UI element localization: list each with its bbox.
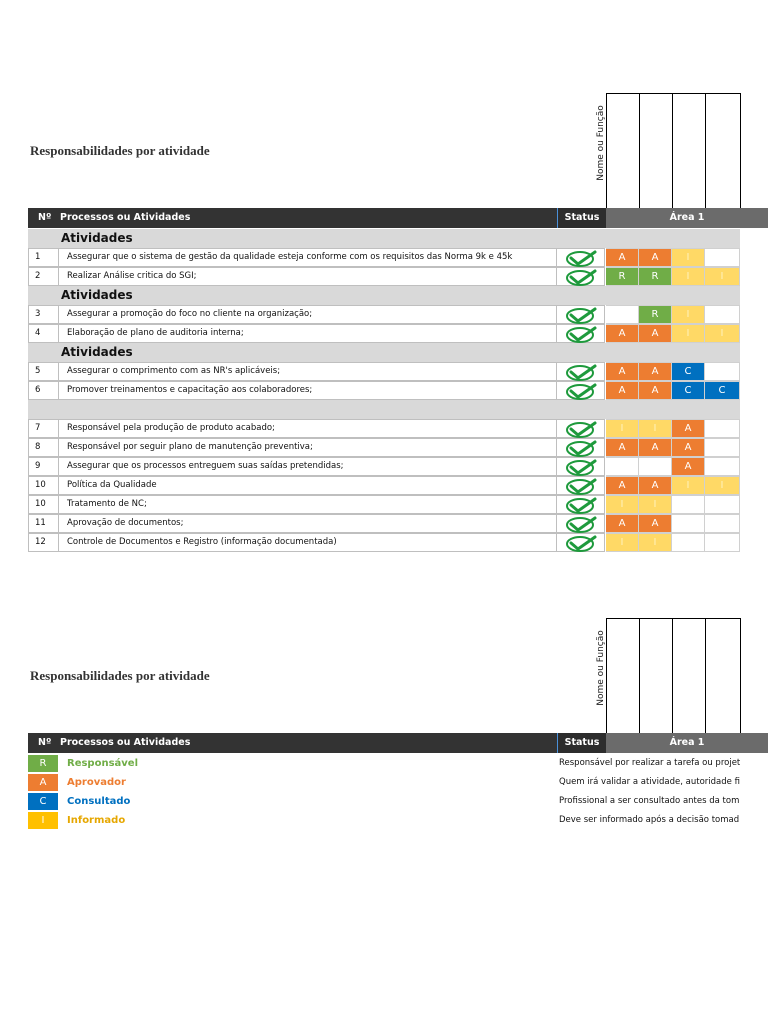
raci-cell[interactable]: A (639, 438, 672, 457)
raci-cell[interactable]: A (606, 362, 639, 381)
name-column-1[interactable] (606, 618, 640, 734)
raci-cell[interactable]: I (606, 533, 639, 552)
raci-cell[interactable]: I (639, 533, 672, 552)
raci-cell[interactable] (705, 248, 740, 267)
raci-cell[interactable]: I (672, 305, 705, 324)
legend-name: Responsável (67, 758, 139, 769)
name-column-3[interactable] (672, 93, 706, 209)
table-row[interactable] (28, 381, 740, 400)
raci-cell[interactable] (705, 419, 740, 438)
table-row[interactable] (28, 533, 740, 552)
name-column-4[interactable] (705, 93, 741, 209)
name-column-2[interactable] (639, 93, 673, 209)
raci-cell[interactable]: A (639, 324, 672, 343)
legend-item (28, 773, 768, 792)
activity-text: Assegurar que os processos entreguem suas saídas pretendidas; (58, 457, 557, 476)
legend-item (28, 811, 768, 830)
table-header-2 (28, 733, 768, 753)
activity-text: Tratamento de NC; (58, 495, 557, 514)
raci-cell[interactable]: I (672, 324, 705, 343)
table-row[interactable] (28, 324, 740, 343)
raci-cell[interactable]: A (639, 476, 672, 495)
name-function-label-2: Nome ou Função (596, 630, 606, 706)
raci-cell[interactable] (705, 362, 740, 381)
activity-text: Responsável pela produção de produto acabado; (58, 419, 557, 438)
legend-badge: C (28, 793, 58, 810)
header-status: Status (557, 208, 606, 228)
raci-cell[interactable]: A (639, 362, 672, 381)
name-function-label: Nome ou Função (596, 105, 606, 181)
raci-cell[interactable] (705, 305, 740, 324)
legend-name: Informado (67, 815, 126, 826)
header-activity: Processos ou Atividades (60, 737, 191, 748)
raci-cell[interactable] (672, 533, 705, 552)
row-number: 1 (28, 248, 58, 267)
raci-cell[interactable] (705, 495, 740, 514)
row-number: 7 (28, 419, 58, 438)
raci-cell[interactable] (639, 457, 672, 476)
name-column-2[interactable] (639, 618, 673, 734)
row-number: 8 (28, 438, 58, 457)
legend-badge: R (28, 755, 58, 772)
raci-cell[interactable]: I (606, 495, 639, 514)
raci-cell[interactable]: A (606, 514, 639, 533)
raci-cell[interactable]: A (672, 438, 705, 457)
name-column-3[interactable] (672, 618, 706, 734)
table-row[interactable] (28, 362, 740, 381)
table-row[interactable] (28, 457, 740, 476)
status-cell[interactable] (557, 533, 605, 552)
table-row[interactable] (28, 305, 740, 324)
activity-text: Controle de Documentos e Registro (informação documentada) (58, 533, 557, 552)
table-row[interactable] (28, 267, 740, 286)
activity-text: Assegurar a promoção do foco no cliente na organização; (58, 305, 557, 324)
raci-cell[interactable]: I (705, 324, 740, 343)
table-row[interactable] (28, 419, 740, 438)
legend-name: Aprovador (67, 777, 126, 788)
table-row[interactable] (28, 248, 740, 267)
raci-cell[interactable]: A (606, 438, 639, 457)
section-heading-label: Atividades (61, 288, 133, 302)
legend-name: Consultado (67, 796, 131, 807)
row-number: 10 (28, 495, 58, 514)
activity-text: Assegurar o comprimento com as NR's aplicáveis; (58, 362, 557, 381)
row-number: 9 (28, 457, 58, 476)
legend-description: Profissional a ser consultado antes da tom (559, 796, 740, 806)
raci-cell[interactable]: A (606, 476, 639, 495)
status-cell[interactable] (557, 514, 605, 533)
legend-description: Deve ser informado após a decisão tomad (559, 815, 740, 825)
activity-text: Promover treinamentos e capacitação aos colaboradores; (58, 381, 557, 400)
page-title: Responsabilidades por atividade (30, 143, 210, 158)
table-row[interactable] (28, 438, 740, 457)
raci-cell[interactable]: I (639, 495, 672, 514)
raci-cell[interactable] (606, 457, 639, 476)
status-cell[interactable] (557, 495, 605, 514)
raci-cell[interactable]: A (606, 324, 639, 343)
raci-cell[interactable] (705, 514, 740, 533)
status-cell[interactable] (557, 381, 605, 400)
row-number: 5 (28, 362, 58, 381)
activity-text: Política da Qualidade (58, 476, 557, 495)
legend-item (28, 754, 768, 773)
row-number: 4 (28, 324, 58, 343)
section-heading-label: Atividades (61, 345, 133, 359)
raci-cell[interactable]: I (705, 476, 740, 495)
section-heading (28, 286, 740, 305)
name-column-4[interactable] (705, 618, 741, 734)
status-cell[interactable] (557, 305, 605, 324)
raci-cell[interactable] (672, 514, 705, 533)
raci-cell[interactable]: I (639, 419, 672, 438)
row-number: 10 (28, 476, 58, 495)
raci-cell[interactable]: I (705, 267, 740, 286)
section-heading (28, 229, 740, 248)
table-row[interactable] (28, 495, 740, 514)
raci-cell[interactable]: I (606, 419, 639, 438)
table-row[interactable] (28, 476, 740, 495)
header-num: Nº (38, 737, 52, 748)
legend-item (28, 792, 768, 811)
row-number: 6 (28, 381, 58, 400)
raci-cell[interactable]: A (672, 457, 705, 476)
status-cell[interactable] (557, 248, 605, 267)
activity-text: Realizar Análise critica do SGI; (58, 267, 557, 286)
header-num: Nº (38, 212, 52, 223)
activity-text: Responsável por seguir plano de manutenção preventiva; (58, 438, 557, 457)
status-cell[interactable] (557, 324, 605, 343)
raci-cell[interactable] (705, 457, 740, 476)
row-number: 2 (28, 267, 58, 286)
status-cell[interactable] (557, 438, 605, 457)
legend-description: Quem irá validar a atividade, autoridade fi (559, 777, 740, 787)
section-heading (28, 343, 740, 362)
row-number: 11 (28, 514, 58, 533)
name-column-1[interactable] (606, 93, 640, 209)
raci-cell[interactable]: R (606, 267, 639, 286)
legend-badge: I (28, 812, 58, 829)
raci-cell[interactable]: I (672, 248, 705, 267)
table-header (28, 208, 768, 228)
header-activity: Processos ou Atividades (60, 212, 191, 223)
raci-cell[interactable] (606, 305, 639, 324)
status-cell[interactable] (557, 267, 605, 286)
raci-cell[interactable]: C (705, 381, 740, 400)
status-cell[interactable] (557, 362, 605, 381)
section-heading-label: Atividades (61, 231, 133, 245)
raci-cell[interactable]: A (639, 248, 672, 267)
row-number: 3 (28, 305, 58, 324)
status-cell[interactable] (557, 476, 605, 495)
raci-cell[interactable] (705, 533, 740, 552)
raci-cell[interactable]: I (672, 267, 705, 286)
raci-cell[interactable]: A (639, 381, 672, 400)
raci-cell[interactable]: A (672, 419, 705, 438)
header-area: Área 1 (606, 733, 768, 753)
raci-cell[interactable]: C (672, 381, 705, 400)
table-row[interactable] (28, 514, 740, 533)
raci-cell[interactable]: R (639, 267, 672, 286)
raci-cell[interactable] (705, 438, 740, 457)
section-heading (28, 400, 740, 419)
raci-cell[interactable]: I (672, 476, 705, 495)
legend-badge: A (28, 774, 58, 791)
raci-cell[interactable]: A (606, 381, 639, 400)
header-status: Status (557, 733, 606, 753)
legend-description: Responsável por realizar a tarefa ou projet (559, 758, 741, 768)
status-cell[interactable] (557, 419, 605, 438)
status-cell[interactable] (557, 457, 605, 476)
raci-cell[interactable]: A (639, 514, 672, 533)
raci-cell[interactable]: A (606, 248, 639, 267)
activity-text: Aprovação de documentos; (58, 514, 557, 533)
activity-text: Elaboração de plano de auditoria interna; (58, 324, 557, 343)
raci-cell[interactable]: R (639, 305, 672, 324)
page-title-2: Responsabilidades por atividade (30, 668, 210, 683)
row-number: 12 (28, 533, 58, 552)
raci-cell[interactable]: C (672, 362, 705, 381)
raci-cell[interactable] (672, 495, 705, 514)
activity-text: Assegurar que o sistema de gestão da qualidade esteja conforme com os requisitos das Norma 9k e 45k (58, 248, 557, 267)
header-area: Área 1 (606, 208, 768, 228)
